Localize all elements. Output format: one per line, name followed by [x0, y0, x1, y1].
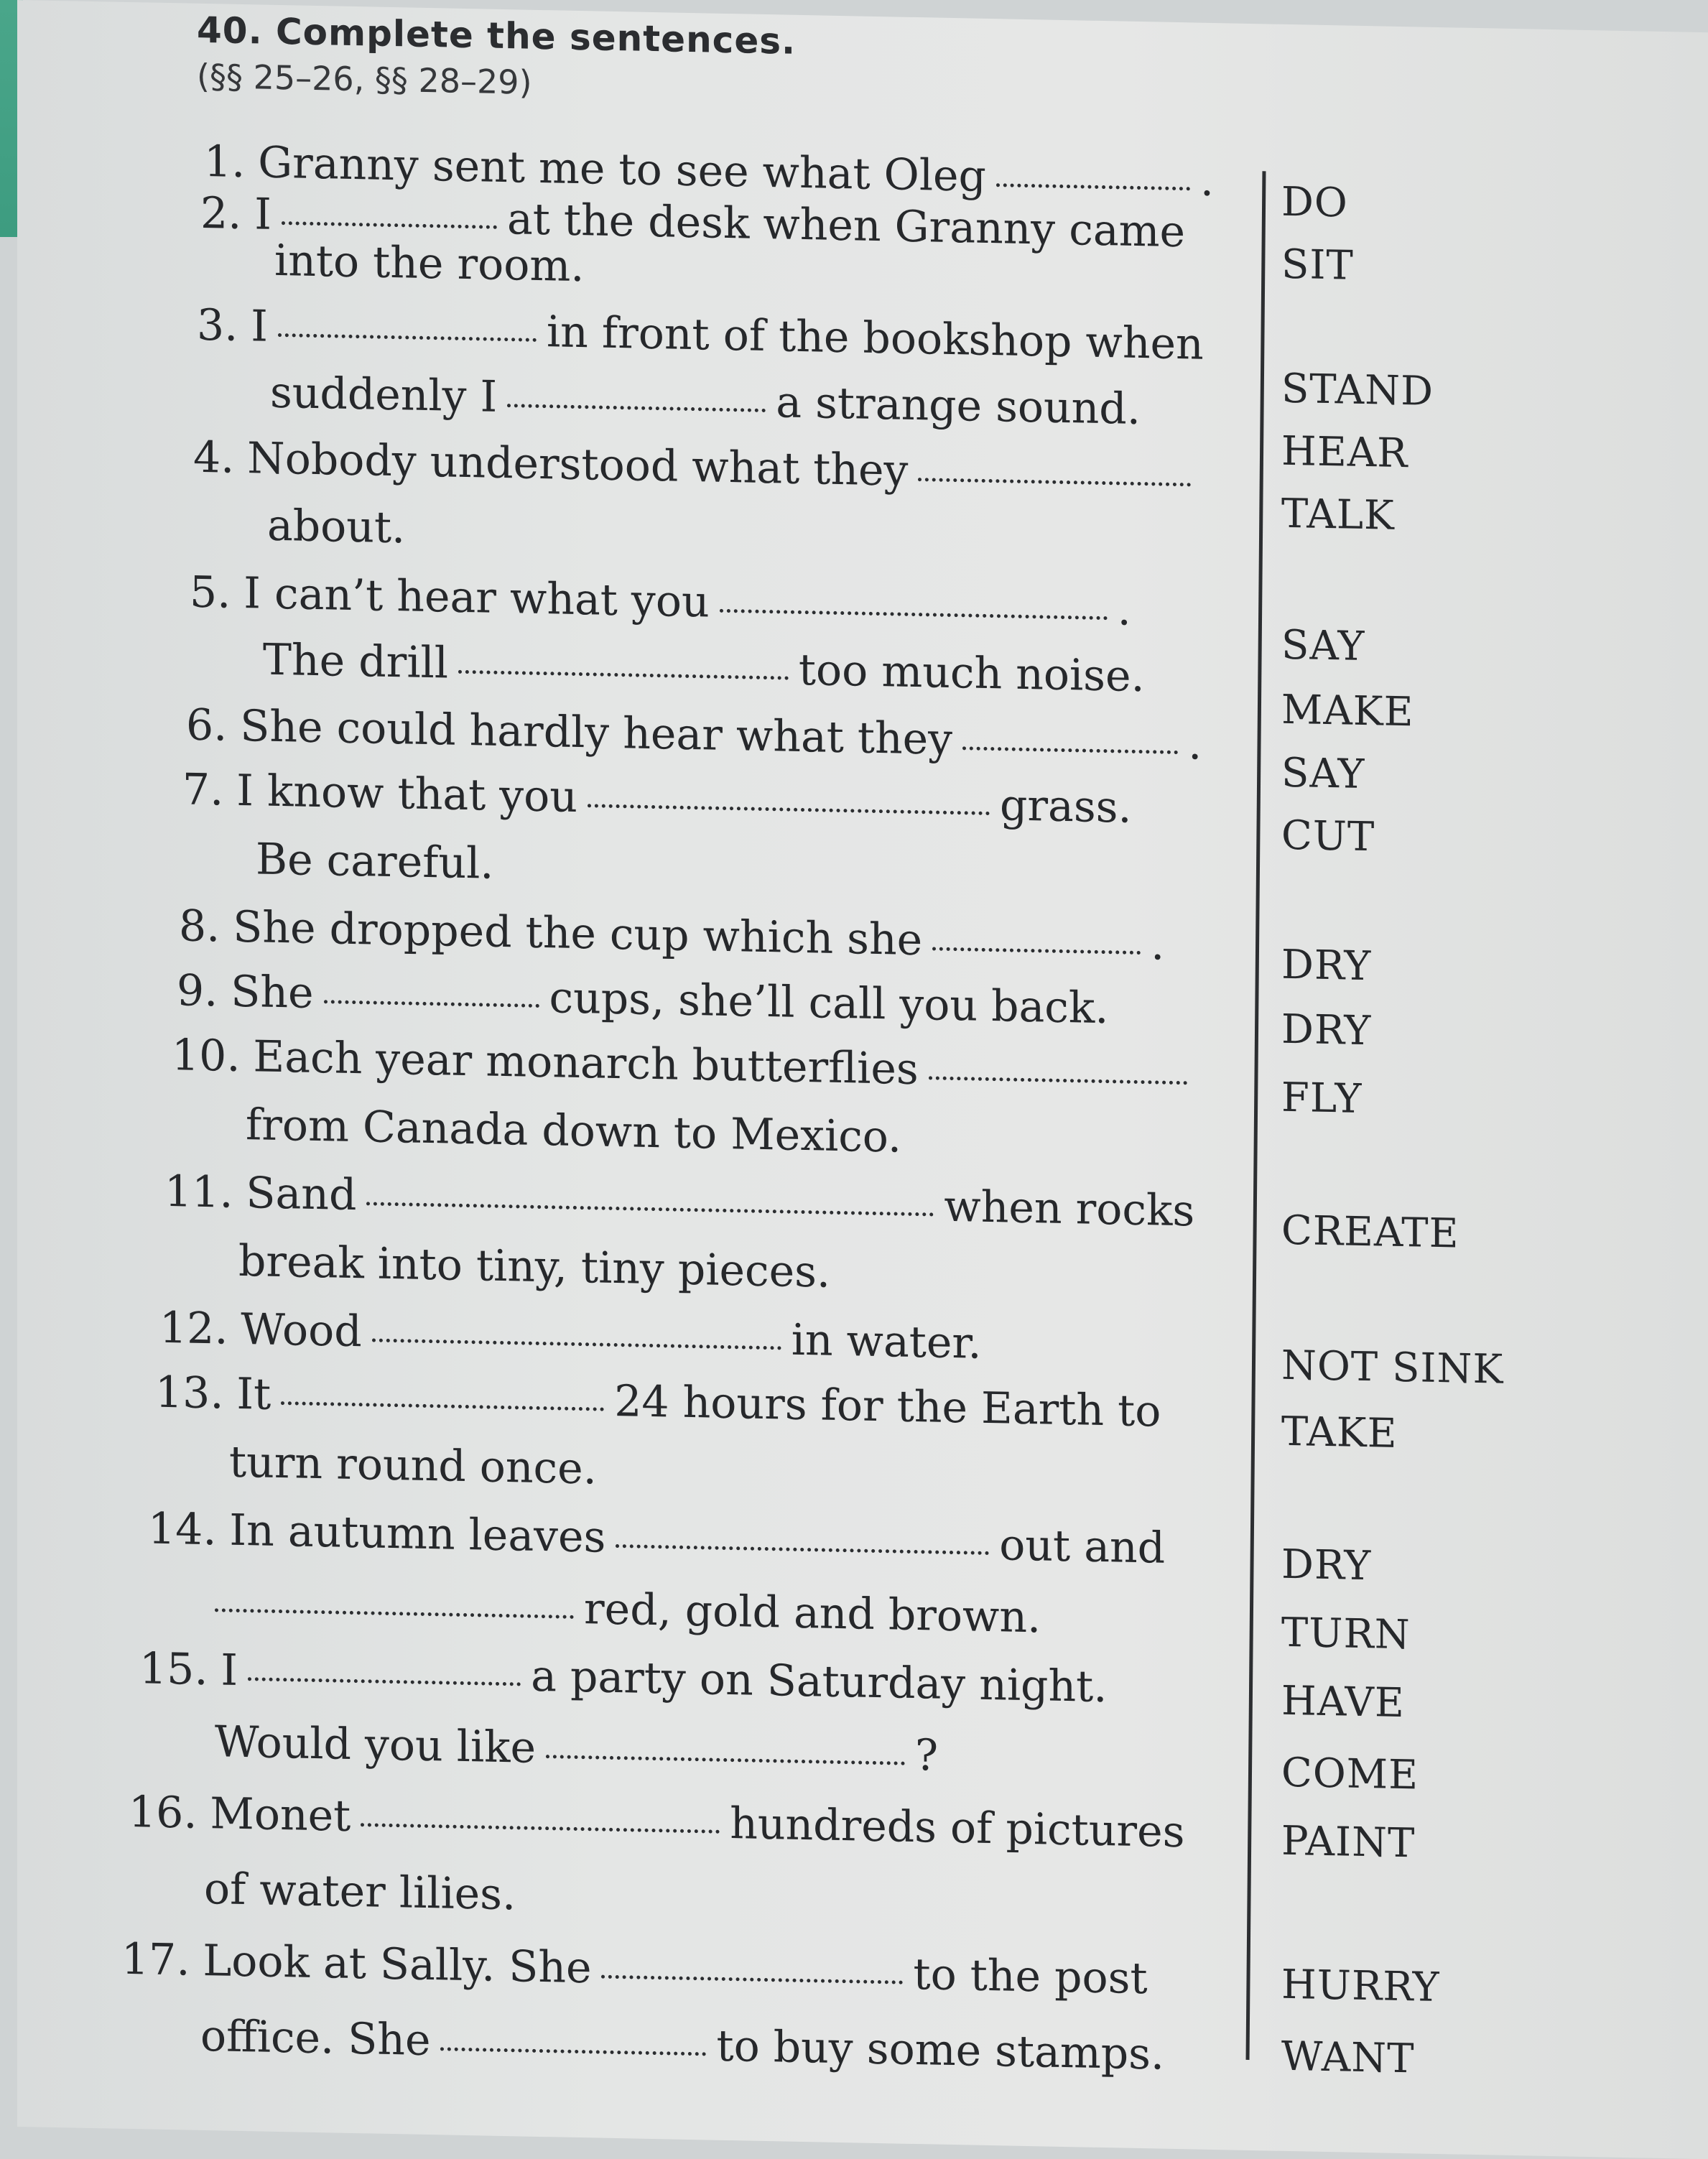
textbook-page: [17, 0, 1708, 2159]
sentence-14-cont: red, gold and brown.: [215, 1580, 1041, 1639]
sentence-3-cont: suddenly I a strange sound.: [270, 367, 1141, 435]
verb-5a: SAY: [1281, 621, 1365, 671]
sentence-9: 9. She cups, she’ll call you back.: [177, 965, 1109, 1034]
verb-8: DRY: [1281, 941, 1372, 990]
verb-14b: TURN: [1281, 1609, 1411, 1659]
verb-1: DO: [1281, 178, 1348, 227]
sentence-1: 1. Granny sent me to see what Oleg .: [204, 136, 1214, 206]
verb-11: CREATE: [1281, 1207, 1459, 1258]
grammar-reference: (§§ 25–26, §§ 28–29): [197, 56, 532, 102]
verb-2: SIT: [1281, 241, 1354, 289]
sentence-16-cont: of water lilies.: [204, 1863, 516, 1921]
sentence-15-cont: Would you like ?: [215, 1717, 939, 1781]
verb-3a: STAND: [1281, 365, 1434, 415]
sentence-2-cont: into the room.: [274, 235, 585, 292]
exercise-title: 40. Complete the sentences.: [197, 9, 796, 62]
sentence-17-cont: office. She to buy some stamps.: [200, 2010, 1165, 2080]
verb-5b: MAKE: [1281, 686, 1414, 736]
sentence-13-cont: turn round once.: [229, 1436, 597, 1495]
verb-14a: DRY: [1281, 1541, 1372, 1590]
verb-17a: HURRY: [1281, 1961, 1440, 2012]
sentence-10-cont: from Canada down to Mexico.: [246, 1100, 901, 1163]
sentence-13: 13. It 24 hours for the Earth to: [155, 1367, 1161, 1437]
verb-15b: COME: [1281, 1749, 1419, 1799]
verb-17b: WANT: [1281, 2033, 1415, 2083]
column-divider: [1246, 171, 1266, 2060]
sentence-14: 14. In autumn leaves out and: [148, 1503, 1166, 1574]
sentence-4-cont: about.: [267, 500, 406, 554]
sentence-17: 17. Look at Sally. She to the post: [121, 1933, 1148, 2005]
sentence-2: 2. I at the desk when Granny came: [200, 187, 1186, 258]
sentence-12: 12. Wood in water.: [159, 1302, 982, 1369]
verb-16: PAINT: [1281, 1817, 1416, 1867]
sentence-7-cont: Be careful.: [256, 834, 494, 889]
sentence-5-cont: The drill too much noise.: [263, 634, 1145, 702]
verb-7: CUT: [1281, 812, 1375, 861]
verb-6: SAY: [1281, 749, 1365, 799]
sentence-6: 6. She could hardly hear what they .: [186, 700, 1202, 770]
sentence-10: 10. Each year monarch butterflies: [172, 1034, 1197, 1096]
sentence-5: 5. I can’t hear what you .: [190, 567, 1131, 636]
verb-9: DRY: [1281, 1006, 1372, 1055]
verb-12: NOT SINK: [1281, 1342, 1504, 1393]
verb-15a: HAVE: [1281, 1677, 1405, 1727]
sentence-11: 11. Sand when rocks: [164, 1166, 1195, 1237]
sentence-3: 3. I in front of the bookshop when: [197, 300, 1204, 370]
verb-13: TAKE: [1281, 1408, 1398, 1457]
verb-4: TALK: [1281, 490, 1395, 539]
sentence-8: 8. She dropped the cup which she .: [179, 901, 1165, 970]
sentence-11-cont: break into tiny, tiny pieces.: [238, 1235, 830, 1298]
verb-3b: HEAR: [1281, 427, 1408, 478]
sentence-4: 4. Nobody understood what they: [193, 436, 1201, 498]
exercise-header: [197, 9, 796, 107]
verb-10: FLY: [1281, 1074, 1363, 1123]
sentence-15: 15. I a party on Saturday night.: [139, 1643, 1108, 1713]
sentence-16: 16. Monet hundreds of pictures: [129, 1786, 1185, 1858]
sentence-7: 7. I know that you grass.: [182, 764, 1132, 833]
